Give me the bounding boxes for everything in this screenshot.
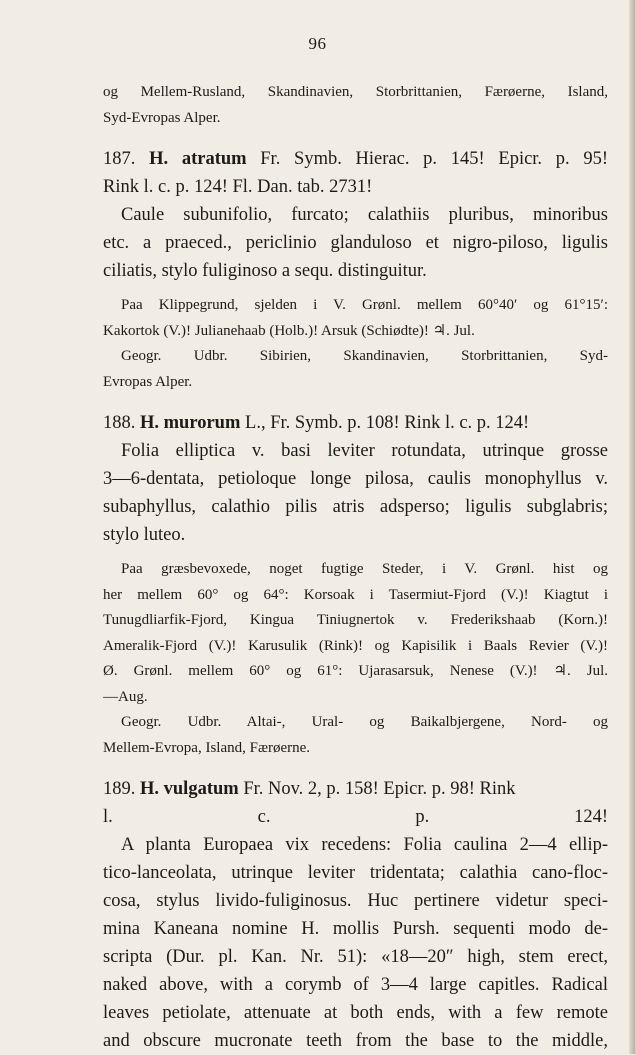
loc-187-block — [103, 293, 608, 395]
text-line: Ø. Grønl. mellem 60° og 61°: Ujarasarsuk, Nenese (V.)! ♃. Jul. — [103, 663, 608, 679]
citation: Fr. Nov. 2, p. 158! Epicr. p. 98! Rink — [238, 779, 516, 799]
paragraph-gap — [103, 761, 608, 775]
text-line — [103, 775, 608, 803]
text-line: mina Kaneana nomine H. mollis Pursh. sequenti modo de- — [103, 919, 608, 939]
text-line: leaves petiolate, attenuate at both ends, with a few remote — [103, 1003, 608, 1023]
text-line: Ameralik-Fjord (V.)! Karusulik (Rink)! og Kapisilik i Baals Revier (V.)! — [103, 637, 608, 654]
paragraph-gap — [103, 549, 608, 557]
text-line: naked above, with a corymb of 3—4 large capitles. Radical — [103, 975, 608, 995]
text-line: Geogr. Udbr. Altai-, Ural- og Baikalbjergene, Nord- og — [121, 714, 608, 730]
species-name: H. atratum — [149, 149, 247, 169]
page-body — [103, 80, 608, 1055]
loc-188-block — [103, 557, 608, 761]
text-line: stylo luteo. — [103, 525, 186, 545]
text-line: Evropas Alper. — [103, 373, 193, 390]
intro-block — [103, 80, 608, 131]
text-line: og Mellem-Rusland, Skandinavien, Storbrittanien, Færøerne, Island, — [103, 84, 608, 100]
entry-187-block — [103, 145, 608, 285]
entry-number: 188. — [103, 413, 140, 433]
text-line: subaphyllus, calathio pilis atris adsperso; ligulis subglabris; — [103, 497, 608, 517]
page-edge — [629, 0, 635, 1054]
text-line: Mellem-Evropa, Island, Færøerne. — [103, 739, 311, 756]
text-line: A planta Europaea vix recedens: Folia caulina 2—4 ellip- — [121, 835, 608, 855]
text-line: ciliatis, stylo fuliginoso a sequ. distinguitur. — [103, 261, 427, 281]
entry-189-block — [103, 775, 608, 1055]
entry-number: 189. — [103, 779, 140, 799]
paragraph-gap — [103, 395, 608, 409]
text-line: —Aug. — [103, 688, 148, 705]
text-line: Paa græsbevoxede, noget fugtige Steder, i V. Grønl. hist og — [121, 561, 608, 577]
text-line: and obscure mucronate teeth from the base to the middle, — [103, 1031, 608, 1051]
text-line: Syd-Evropas Alper. — [103, 109, 221, 126]
citation: Fr. Symb. Hierac. p. 145! Epicr. p. 95! — [246, 149, 608, 169]
species-name: H. vulgatum — [140, 779, 239, 799]
text-line: Geogr. Udbr. Sibirien, Skandinavien, Storbrittanien, Syd- — [121, 348, 608, 364]
text-line: etc. a praeced., periclinio glanduloso et nigro-piloso, ligulis — [103, 233, 608, 253]
text-line: scripta (Dur. pl. Kan. Nr. 51): «18—20″ high, stem erect, — [103, 947, 608, 967]
citation: L., Fr. Symb. p. 108! Rink l. c. p. 124! — [240, 413, 530, 433]
text-line: Tunugdliarfik-Fjord, Kingua Tiniugnertok v. Frederikshaab (Korn.)! — [103, 612, 608, 628]
text-line — [103, 409, 608, 437]
text-line: l. c. p. 124! — [103, 807, 608, 827]
paragraph-gap — [103, 285, 608, 293]
page-number: 96 — [308, 34, 327, 53]
text-line: her mellem 60° og 64°: Korsoak i Tasermiut-Fjord (V.)! Kiagtut i — [103, 586, 608, 603]
text-line: 3—6-dentata, petioloque longe pilosa, caulis monophyllus v. — [103, 469, 608, 489]
text-line: cosa, stylus livido-fuliginosus. Huc pertinere videtur speci- — [103, 891, 608, 911]
text-line: Folia elliptica v. basi leviter rotundata, utrinque grosse — [121, 441, 608, 461]
text-line: tico-lanceolata, utrinque leviter tridentata; calathia cano-floc- — [103, 863, 608, 883]
text-line: Kakortok (V.)! Julianehaab (Holb.)! Arsuk (Schiødte)! ♃. Jul. — [103, 322, 475, 339]
text-line: Paa Klippegrund, sjelden i V. Grønl. mellem 60°40′ og 61°15′: — [121, 297, 608, 313]
entry-number: 187. — [103, 149, 150, 169]
entry-188-block — [103, 409, 608, 549]
text-line: Caule subunifolio, furcato; calathiis pluribus, minoribus — [121, 205, 608, 225]
text-line: Rink l. c. p. 124! Fl. Dan. tab. 2731! — [103, 177, 373, 197]
text-line — [103, 145, 608, 173]
species-name: H. murorum — [140, 413, 241, 433]
paragraph-gap — [103, 131, 608, 145]
